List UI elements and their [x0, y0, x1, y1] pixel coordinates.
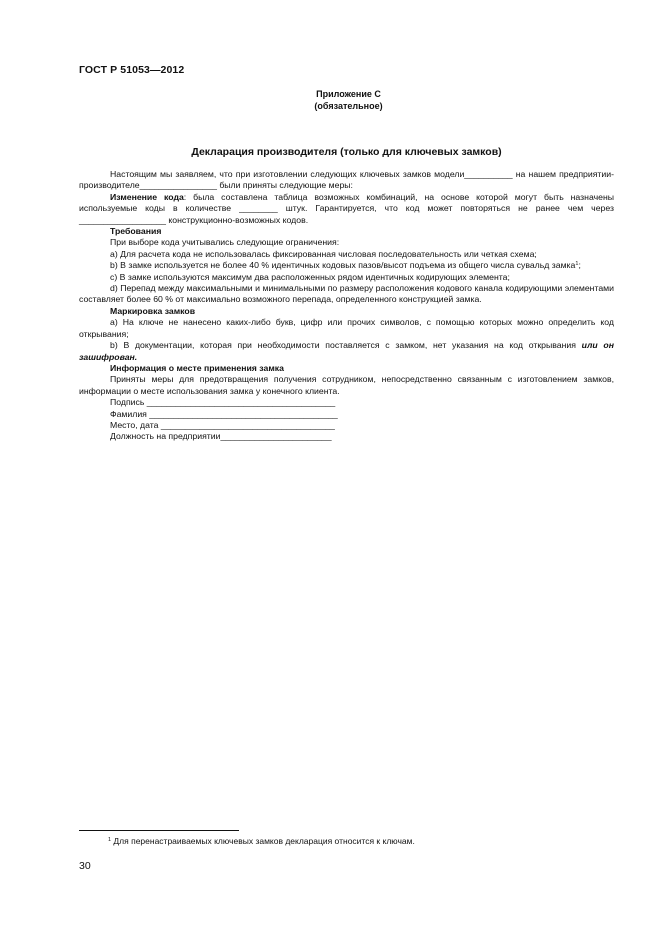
page-number: 30 [79, 860, 91, 872]
intro-paragraph: Настоящим мы заявляем, что при изготовлении следующих ключевых замков модели__________ на нашем предприятии-производителе________________ были приняты следующие меры: [79, 169, 614, 191]
footnote [108, 836, 415, 847]
requirements-heading: Требования [110, 226, 162, 237]
surname-field: Фамилия _______________________________________ [110, 408, 338, 419]
location-text: Приняты меры для предотвращения получения сотрудником, непосредственно связанным с изготовлением замков, информации о месте использования замка у конечного клиента. [79, 374, 614, 396]
requirement-c: с) В замке используются максимум два расположенных рядом идентичных кодирующих элемента; [110, 271, 510, 282]
code-change-label: Изменение кода [110, 191, 184, 202]
marking-b-text: b) В документации, которая при необходимости поставляется с замком, нет указания на код открывания [110, 340, 582, 351]
footnote-ref: 1 [575, 261, 579, 268]
position-field: Должность на предприятии_______________________ [110, 431, 332, 442]
requirement-d: d) Перепад между максимальными и минимальными по размеру расположения кодового канала кодирующими элементами составляет более 60 % от максимально возможного перепада, определенного конструкцией замка. [79, 283, 614, 305]
requirement-a: а) Для расчета кода не использовалась фиксированная числовая последовательность или четкая схема; [110, 248, 537, 259]
marking-b-emphasis: или он зашифрован. [79, 340, 614, 362]
signature-field: Подпись _______________________________________ [110, 397, 336, 408]
footnote-mark: 1 [108, 837, 112, 843]
marking-a: а) На ключе не нанесено каких-либо букв, цифр или прочих символов, с помощью которых можно определить код открывания; [79, 317, 614, 339]
requirement-b-end: ; [578, 260, 581, 271]
code-change-text: : была составлена таблица возможных комбинаций, на основе которой могут быть назначены используемые коды в количестве ________ штук. Гарантируется, что код может повторяться не ранее чем через __________________ конструкционно-возможных кодов. [79, 191, 614, 225]
footnote-separator [79, 830, 239, 831]
location-heading: Информация о месте применения замка [110, 362, 284, 373]
code-change-paragraph [79, 192, 614, 226]
requirement-b-text: b) В замке используется не более 40 % идентичных кодовых пазов/высот подъема из общего числа сувальд замка [110, 260, 576, 271]
requirements-intro: При выборе кода учитывались следующие ограничения: [110, 237, 340, 248]
appendix-label: Приложение С [316, 89, 381, 99]
standard-code: ГОСТ Р 51053—2012 [79, 64, 185, 76]
marking-heading: Маркировка замков [110, 305, 196, 316]
place-date-field: Место, дата ____________________________________ [110, 419, 335, 430]
requirement-b [79, 260, 614, 271]
appendix-block [0, 88, 661, 112]
appendix-status: (обязательное) [314, 101, 383, 111]
declaration-title: Декларация производителя (только для ключевых замков) [191, 146, 502, 158]
footnote-text: Для перенастраиваемых ключевых замков декларация относится к ключам. [111, 836, 415, 846]
marking-b [79, 340, 614, 363]
declaration-body [79, 169, 614, 443]
